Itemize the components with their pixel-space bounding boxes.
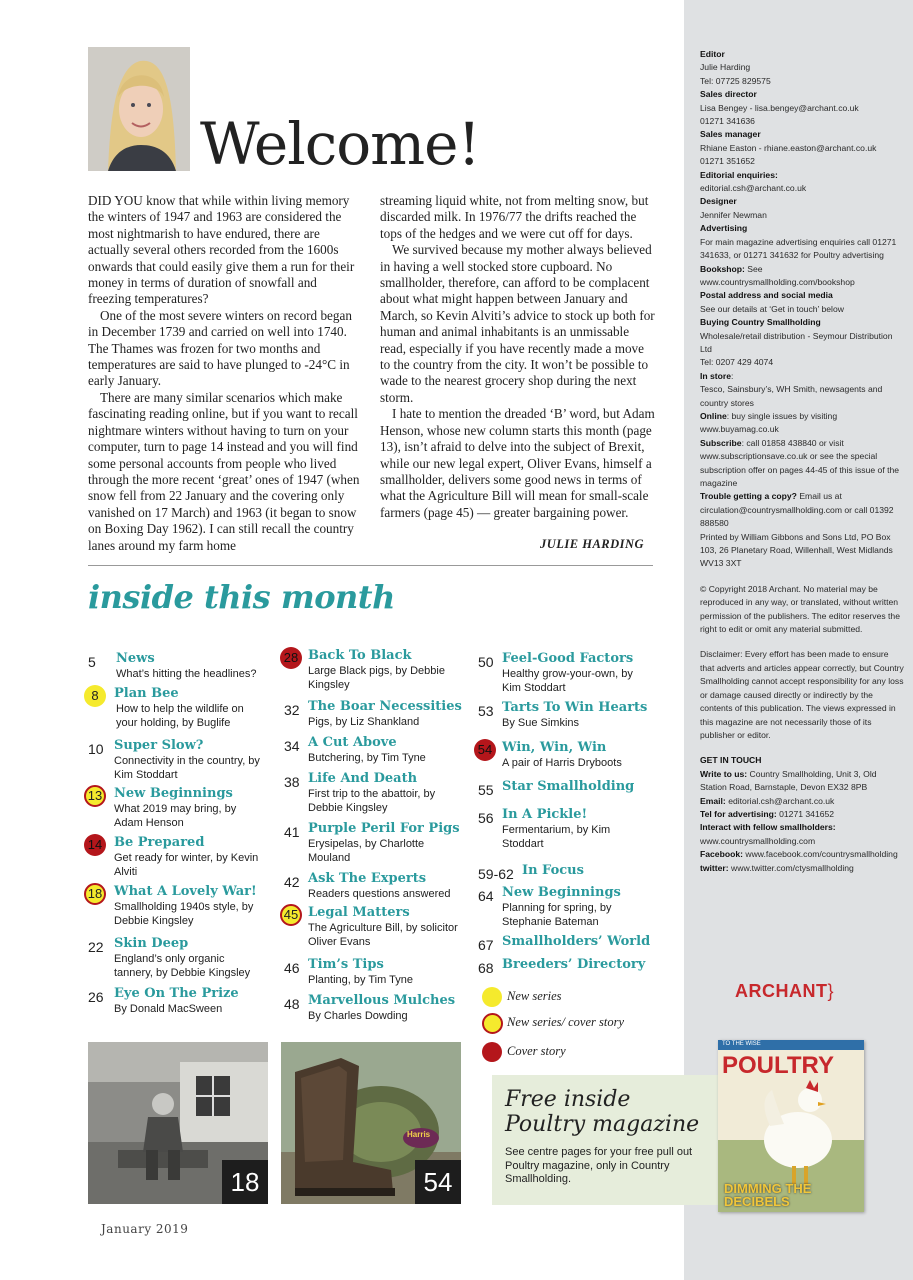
masthead-credits: Editor Julie Harding Tel: 07725 829575 Sales director Lisa Bengey - lisa.bengey@archant.co.uk 01271 341636 Sales manager Rhiane Easton - rhiane.easton@archant.co.uk 01271 351652 Editorial enquiries: editorial.csh@archant.co.uk Designer Jennifer Newman Advertising For main magazine advertising enquiries call 01271 341633, or 01271 341632 for Poultry advertising Bookshop: See www.countrysmallholding.com/bookshop Postal address and social media See our details at ‘Get in touch’ below Buying Country Smallholding Wholesale/retail distribution - Seymour Distribution Ltd Tel: 0207 429 4074 In store: Tesco, Sainsbury’s, WH Smith, newsagents and country stores Online: buy single issues by visiting www.buyamag.co.uk Subscribe: call 01858 438840 or visit www.subscriptionsave.co.uk or see the special subscription offer on pages 44-45 of this issue of the magazine Trouble getting a copy? Email us at circulation@countrysmallholding.com or call 01392 888580 Printed by William Gibbons and Sons Ltd, PO Box 103, 26 Planetary Road, Willenhall, West Midlands WV13 3XT © Copyright 2018 Archant. No material may be reproduced in any way, or translated, without written permission of the publishers. The editor reserves the right to edit or omit any material submitted. Disclaimer: Every effort has been made to ensure that adverts and articles appear correctly, but Country Smallholding cannot accept responsibility for any loss or damage caused directly or indirectly by the contents of this publication. The views expressed in this magazine are not necessarily those of its publisher or editor. GET IN TOUCH Write to us: Country Smallholding, Unit 3, Old Station Road, Barnstaple, Devon EX32 8PB Email: editorial.csh@archant.co.uk Tel for advertising: 01271 341652 Interact with fellow smallholders: www.countrysmallholding.com Facebook: www.facebook.com/countrysmallholding twitter: www.twitter.com/ctysmallholding xyxy=(700,49,904,873)
cover-story-marker: 14 xyxy=(84,834,106,856)
editor-photo xyxy=(88,47,190,171)
editor-signature: JULIE HARDING xyxy=(540,537,645,551)
editorial-column-1: DID YOU know that while within living memory the winters of 1947 and 1963 are considered the most nightmarish to have endured, there are actually several others recorded from the 1600s onwards that could easily give them a run for their money in terms of duration of snowfall and freezing temperatures? One of the most severe winters on record began in December 1739 and carried on well into 1740. The Thames was frozen for two months and temperatures are said to have plunged to -24°C in early January. There are many similar scenarios which make fascinating reading online, but if you want to recall nightmare winters without having to turn on your computer, turn to page 14 instead and you will find some personal accounts from people who lived through the more recent ‘great’ ones of 1947 (when snow fell from 22 January and the covering only vanished on 17 March) and 1963 (it began to snow on Boxing Day 1962). I can still recall the country lanes around my farm home xyxy=(88,193,360,553)
yellow-ring-dot-icon xyxy=(482,1013,503,1034)
disclaimer-note: Disclaimer: Every effort has been made to ensure that adverts and articles appear correctly, but Country Smallholding cannot accept responsibility for any loss or damage caused directly or indirectly by the contents of this publication. The views expressed in this magazine are not necessarily those of its publisher or editor. xyxy=(700,649,904,740)
page-title: Welcome! xyxy=(200,110,480,178)
cover-story-marker: 28 xyxy=(280,647,302,669)
magazine-masthead: POULTRY xyxy=(722,1052,834,1079)
boot-brand-label: Harris xyxy=(407,1130,431,1139)
page-badge: 18 xyxy=(222,1160,268,1204)
new-series-cover-marker: 13 xyxy=(84,785,106,807)
yellow-dot-icon xyxy=(482,987,502,1007)
poultry-magazine-cover[interactable]: TO THE WISE POULTRY DIMMING THE DECIBELS xyxy=(718,1040,864,1212)
new-series-cover-marker: 18 xyxy=(84,883,106,905)
page-badge: 54 xyxy=(415,1160,461,1204)
divider xyxy=(88,565,653,566)
cover-story-marker: 54 xyxy=(474,739,496,761)
copyright-note: © Copyright 2018 Archant. No material may be reproduced in any way, or translated, without written permission of the publishers. The editor reserves the right to edit or omit any material submitted. xyxy=(700,583,900,635)
archant-logo: ARCHANT} xyxy=(735,981,835,1001)
red-dot-icon xyxy=(482,1042,502,1062)
editorial-column-2: streaming liquid white, not from melting snow, but discarded milk. In 1976/77 the drifts reached the tops of the hedges and we were cut off for days. We survived because my mother always believed in having a well stocked store cupboard. No smallholder, therefore, can afford to be complacent about what might happen between January and March, so Kevin Alviti’s advice to stock up both for human and animal inhabitants is an unmissable read, especially if you have recently made a move to the country from the city. It won’t be possible to wade to the nearest grocery shop during the next storm. I hate to mention the dreaded ‘B’ word, but Adam Henson, whose new column starts this month (page 13), isn’t afraid to delve into the subject of Brexit, while our new legal expert, Oliver Evans, himself a smallholder, delivers some good news in terms of what the Agriculture Bill will mean for small-scale farmers (page 45) — greater bargaining power. xyxy=(380,193,655,520)
new-series-cover-marker: 45 xyxy=(280,904,302,926)
promo-title-2: Poultry magazine xyxy=(505,1112,700,1137)
wartime-photo xyxy=(88,1042,268,1204)
section-title: inside this month xyxy=(88,578,395,616)
boots-photo xyxy=(281,1042,461,1204)
magazine-cover-line: DIMMING THE DECIBELS xyxy=(724,1181,812,1209)
promo-title-1: Free inside xyxy=(505,1087,631,1112)
issue-date: January 2019 xyxy=(101,1222,189,1236)
poultry-promo[interactable] xyxy=(492,1075,742,1205)
new-series-marker: 8 xyxy=(84,685,106,707)
promo-body: See centre pages for your free pull out Poultry magazine, only in Country Smallholding. xyxy=(505,1146,693,1185)
